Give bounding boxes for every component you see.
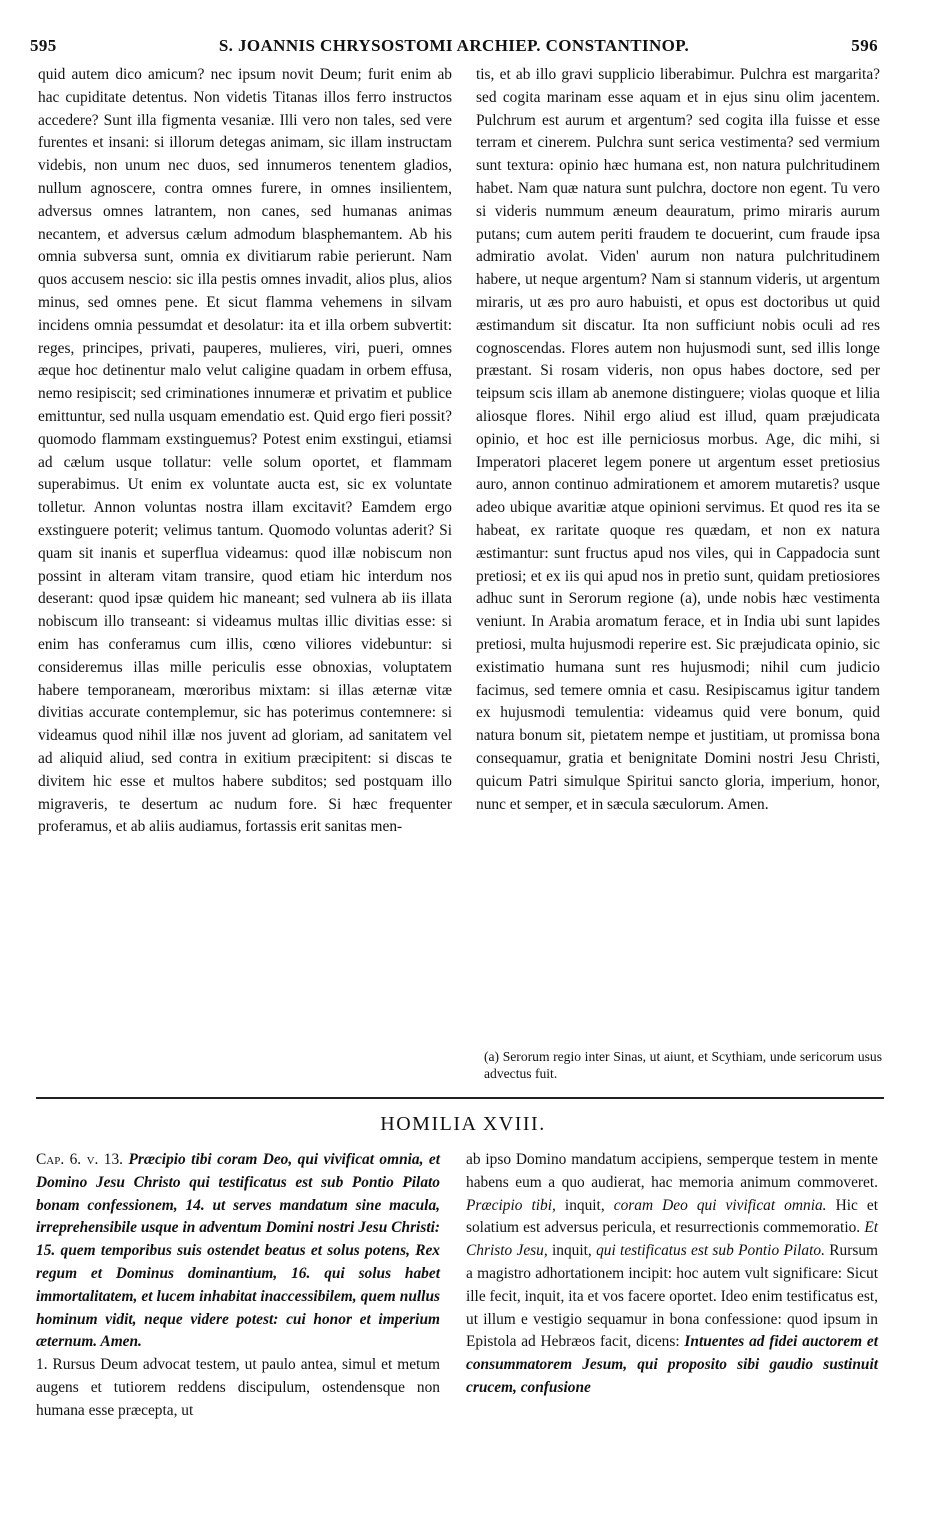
homily-title: HOMILIA XVIII. <box>380 1113 546 1135</box>
section-divider <box>36 1097 884 1099</box>
left-column-text: quid autem dico amicum? nec ipsum novit Deum; furit enim ab hac cupiditate detentus. Non videtis Titanas illos ferro instructos accedere? Sunt illa figmenta vesaniæ. Illi vero non tales, sed vere furentes et insani: si illorum detegas animam, sic illam instructam videbis, non unum nec duos, sed innumeros tenentem gladios, nullum agnoscere, contra omnes furere, in omnes insilientem, adversus omnes latrantem, non canes, sed humanas animas necantem, et adversus cælum admodum blasphemantem. Ab his omnia subversa sunt, omnia ex divitiarum rabie perierunt. Nam quos accusem nescio: sic illa pestis omnes invadit, alios plus, alios minus, sed omnes pene. Et sicut flamma vehemens in silvam incidens omnia pessumdat et desolatur: ita et illa orbem subvertit: reges, principes, privati, pauperes, mulieres, viri, pueri, omnes æque hoc detinentur malo velut caligine quadam in orbem effusa, nemo resipiscit; sed criminationes innumeræ et privatim et publice emittuntur, sed nulla usquam emendatio est. Quid ergo fieri possit? quomodo flammam exstinguemus? Potest enim exstingui, etiamsi ad cælum usque tollatur: velle solum oportet, et flammam superabimus. Ut enim ex voluntate aucta est, sic ex voluntate tolletur. Annon voluntas nostra illam excitavit? Eamdem ergo exstinguere poterit; velimus tantum. Quomodo voluntas aderit? Si quam sit inanis et superflua videamus: quod illæ nobiscum non possint in alteram vitam transire, quod etiam hic interdum nos deserant: quod ipsæ quidem hic maneant; sed vulnera ab iis illata nobiscum illo transeant: si videamus multas illic divitias esse: si enim has conferamus cum illis, cœno viliores videbuntur: si consideremus illas mille periculis esse obnoxias, voluptatem habere temporaneam, mœroribus mixtam: si illas æternæ vitæ divitias accurate contemplemur, sic has poterimus contemnere: si videamus quod nihil illæ nos juvent ad gloriam, ad sanitatem vel ad aliquid aliud, sed contra in exitium præcipitent: si discas te divitem hic esse et multos habere subditos; sed postquam illo migraveris, te desertum ac nudum fore. Si hæc frequenter proferamus, et ab aliis audiamus, fortassis erit sanitas men- <box>38 66 452 836</box>
paragraph-1: 1. Rursus Deum advocat testem, ut paulo antea, simul et metum augens et tutiorem reddens discipulum, ostendensque non humana esse præcepta, ut <box>36 1356 440 1419</box>
commentary-text: Rursum a magistro adhortationem incipit: hoc autem vult significare: Sicut ille fecit, inquit, ita et vos facere oportet. Ideo enim testificatus est, ut illum e vestigio sequamur in bona confessione: quod ipsum in Epistola ad Hebræos facit, dicens: <box>466 1242 878 1351</box>
chapter-reference: Cap. 6. v. 13. <box>36 1151 124 1168</box>
lower-right-column <box>466 1149 878 1400</box>
right-column-text: tis, et ab illo gravi supplicio liberabimur. Pulchra est margarita? sed cogita marinam esse aquam et in ejus sinu olim jacentem. Pulchrum est aurum et argentum? sed cogita illa fuisse et esse terram et cinerem. Pulchra sunt serica vestimenta? sed vermium sunt textura: opinio hæc humana est, non natura pulchritudinem habet. Nam quæ natura sunt pulchra, doctore non egent. Tu vero si videris nummum æneum deauratum, primo miraris aurum putans; cum autem periti fraudem te docuerint, cum fraude ipsa admiratio avolat. Viden' aurum non natura pulchritudinem habere, ut neque argentum? Nam si stannum videris, ut argentum miraris, ut æs pro auro habuisti, et opus est doctoribus ut quid æstimandum sit discatur. Ita non sufficiunt nobis oculi ad res cognoscendas. Flores autem non hujusmodi sunt, sed illis longe præstant. Si rosam videris, non opus habes doctore, sed per teipsum scis illam ab anemone distinguere; violas quoque et lilia aliosque flores. Nihil ergo aliud est illud, quam præjudicata opinio, et hoc est ille perniciosus morbus. Age, dic mihi, si Imperatori placeret legem ponere ut argentum esset pretiosius auro, annon continuo admirationem et amorem mutaretis? usque adeo ubique avaritiæ atque opinioni servimus. Et quod res ita se habeat, ex raritate quoque res quædam, et non ex natura æstimantur: sunt fructus apud nos viles, qui in Cappadocia sunt pretiosi; et ex iis qui apud nos in pretio sunt, quidam pretiosiores adhuc sunt in Serorum regione (a), unde nobis hæc vestimenta veniunt. In Arabia aromatum ferace, et in India ubi sunt lapides pretiosi, multa hujusmodi reperire est. Sic præjudicata opinio, sic existimatio humana sunt res hujusmodi; nihil cum judicio facimus, sed temere omnia et casu. Resipiscamus igitur tandem ex hujusmodi temulentia: videamus quid vere bonum, quid natura bonum sit, pietatem nempe et justitiam, ut promissa bona consequamur, gratia et benignitate Domini nostri Jesu Christi, quicum Patri simulque Spiritui sancto gloria, imperium, honor, nunc et semper, et in sæcula sæculorum. Amen. <box>476 66 880 813</box>
running-header <box>30 36 878 60</box>
commentary-text: inquit, <box>564 1196 605 1214</box>
quotation: Et Christo Jesu, <box>466 1219 878 1260</box>
commentary-text: ab ipso Domino mandatum accipiens, semperque testem in mente habens eum a quo audierat, hac memoria animum commoveret. <box>466 1151 878 1191</box>
verse-block <box>36 1149 440 1354</box>
quotation: Intuentes ad fidei auctorem et consummatorem Jesum, qui proposito sibi gaudio sustinuit crucem, confusione <box>466 1333 878 1396</box>
page-number-left: 595 <box>30 36 57 55</box>
right-column <box>476 64 880 816</box>
scripture-verse: Præcipio tibi coram Deo, qui vivificat omnia, et Domino Jesu Christo qui testificatus est sub Pontio Pilato bonam confessionem, 14. ut serves mandatum sine macula, irreprehensibile usque in adventum Domini nostri Jesu Christi: 15. quem temporibus suis ostendet beatus et solus potens, Rex regum et Dominus dominantium, 16. qui solus habet immortalitatem, et lucem inhabitat inaccessibilem, quem nullus hominum vidit, neque videre potest: cui honor et imperium æternum. Amen. <box>36 1151 441 1351</box>
left-column <box>38 64 452 839</box>
commentary-text: Hic et solatium est adversus pericula, et resurrectionis commemoratio. <box>466 1196 878 1237</box>
commentary-paragraph <box>466 1149 878 1400</box>
page-number-right: 596 <box>851 36 878 55</box>
footnote: (a) Serorum regio inter Sinas, ut aiunt, et Scythiam, unde sericorum usus advectus fuit. <box>484 1049 882 1081</box>
commentary-text: inquit, <box>552 1242 592 1260</box>
running-title: S. JOANNIS CHRYSOSTOMI ARCHIEP. CONSTANTINOP. <box>218 36 690 55</box>
quotation: Præcipio tibi, <box>466 1196 556 1214</box>
quotation: qui testificatus est sub Pontio Pilato. <box>596 1242 825 1260</box>
quotation: coram Deo qui vivificat omnia. <box>613 1196 827 1214</box>
lower-left-column <box>36 1149 440 1423</box>
